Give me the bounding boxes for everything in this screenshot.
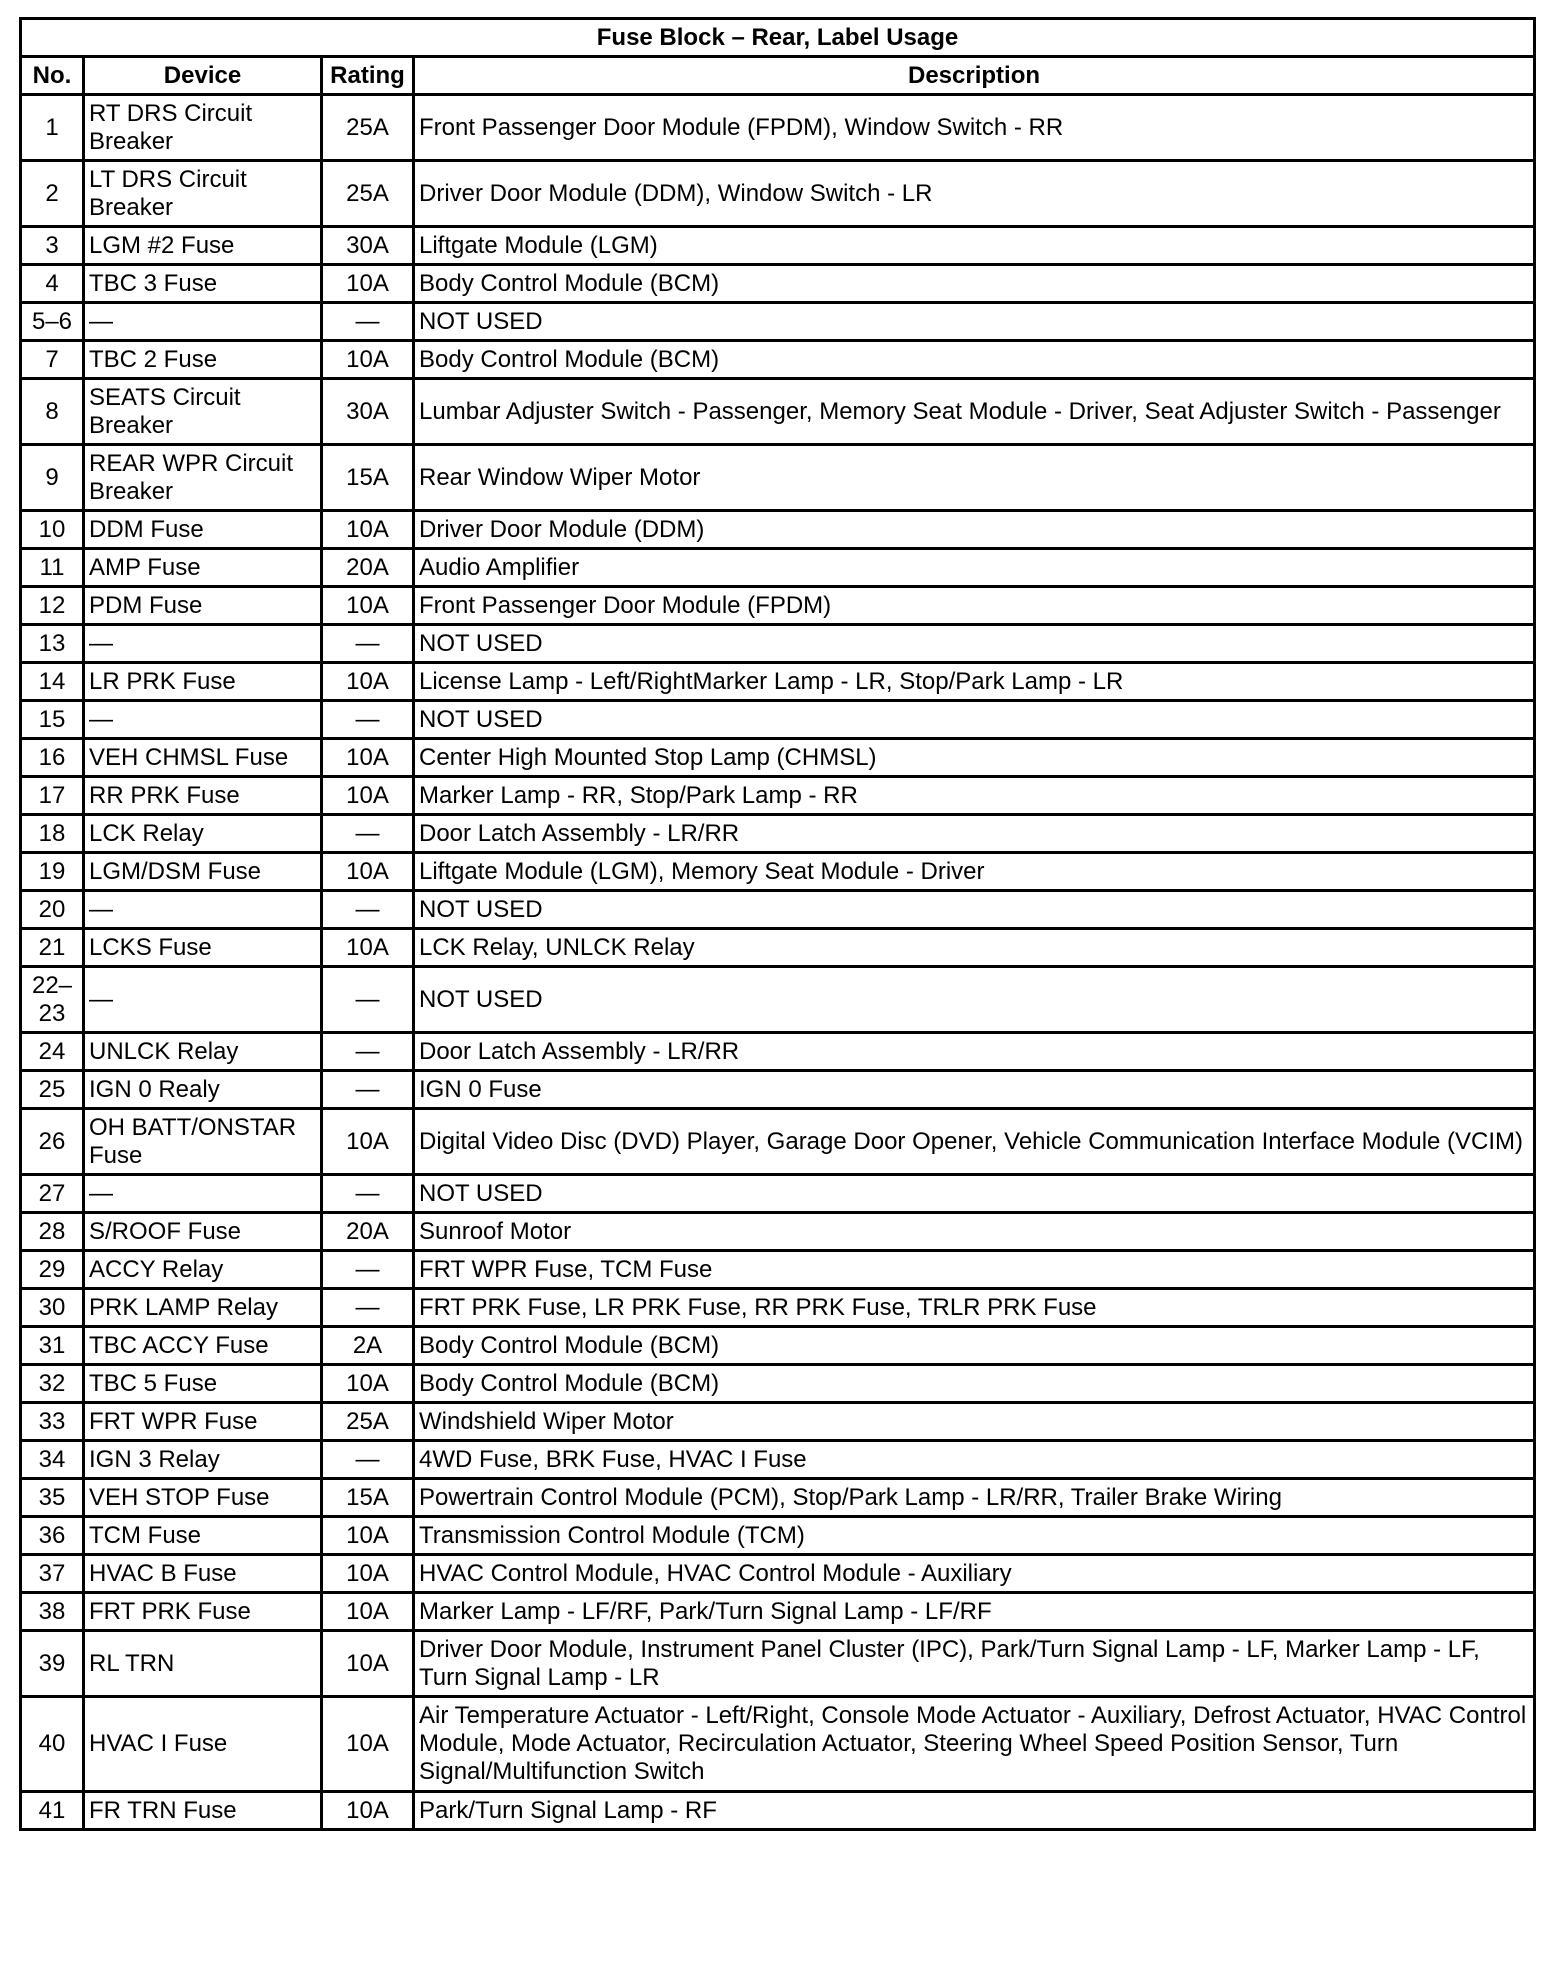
cell-no: 25 [21,1071,84,1109]
cell-rating: — [322,967,414,1033]
cell-device: — [84,303,322,341]
cell-description: NOT USED [414,625,1535,663]
cell-description: NOT USED [414,303,1535,341]
cell-rating: 10A [322,1109,414,1175]
cell-no: 38 [21,1593,84,1631]
cell-rating: — [322,815,414,853]
table-row [21,445,1535,511]
table-row [21,967,1535,1033]
cell-description: Driver Door Module (DDM) [414,511,1535,549]
cell-rating: — [322,303,414,341]
cell-no: 40 [21,1697,84,1792]
cell-device: RR PRK Fuse [84,777,322,815]
table-row [21,1251,1535,1289]
cell-device: — [84,701,322,739]
cell-description: License Lamp - Left/RightMarker Lamp - LR, Stop/Park Lamp - LR [414,663,1535,701]
cell-rating: — [322,625,414,663]
table-row [21,1327,1535,1365]
cell-device: TBC 3 Fuse [84,265,322,303]
table-row [21,1479,1535,1517]
cell-device: DDM Fuse [84,511,322,549]
cell-device: ACCY Relay [84,1251,322,1289]
fuse-table-container [19,17,1533,1831]
cell-description: Liftgate Module (LGM) [414,227,1535,265]
cell-no: 17 [21,777,84,815]
cell-description: 4WD Fuse, BRK Fuse, HVAC I Fuse [414,1441,1535,1479]
table-row [21,161,1535,227]
table-row [21,777,1535,815]
cell-device: — [84,1175,322,1213]
table-row [21,265,1535,303]
cell-rating: 20A [322,1213,414,1251]
table-row [21,625,1535,663]
cell-description: Liftgate Module (LGM), Memory Seat Module - Driver [414,853,1535,891]
cell-rating: — [322,891,414,929]
cell-description: Rear Window Wiper Motor [414,445,1535,511]
cell-no: 34 [21,1441,84,1479]
cell-rating: 25A [322,95,414,161]
cell-description: NOT USED [414,701,1535,739]
table-row [21,1441,1535,1479]
cell-device: PRK LAMP Relay [84,1289,322,1327]
cell-description: Transmission Control Module (TCM) [414,1517,1535,1555]
cell-no: 7 [21,341,84,379]
cell-rating: 10A [322,1593,414,1631]
table-row [21,1289,1535,1327]
cell-description: Center High Mounted Stop Lamp (CHMSL) [414,739,1535,777]
cell-device: — [84,967,322,1033]
cell-rating: — [322,1289,414,1327]
cell-rating: — [322,1033,414,1071]
cell-rating: 10A [322,265,414,303]
cell-rating: 10A [322,511,414,549]
table-row [21,1792,1535,1830]
table-row [21,1403,1535,1441]
cell-description: FRT WPR Fuse, TCM Fuse [414,1251,1535,1289]
cell-device: FRT PRK Fuse [84,1593,322,1631]
cell-device: HVAC B Fuse [84,1555,322,1593]
cell-description: Driver Door Module, Instrument Panel Cluster (IPC), Park/Turn Signal Lamp - LF, Marker Lamp - LF, Turn Signal Lamp - LR [414,1631,1535,1697]
cell-rating: 10A [322,929,414,967]
cell-rating: 10A [322,1517,414,1555]
cell-no: 30 [21,1289,84,1327]
fuse-table [19,17,1536,1831]
cell-no: 28 [21,1213,84,1251]
cell-device: RL TRN [84,1631,322,1697]
cell-description: Windshield Wiper Motor [414,1403,1535,1441]
table-row [21,815,1535,853]
cell-rating: 10A [322,1365,414,1403]
cell-description: Body Control Module (BCM) [414,341,1535,379]
cell-rating: — [322,1251,414,1289]
table-header-row [21,57,1535,95]
table-row [21,587,1535,625]
cell-device: LGM/DSM Fuse [84,853,322,891]
cell-device: FRT WPR Fuse [84,1403,322,1441]
cell-rating: 15A [322,445,414,511]
cell-no: 41 [21,1792,84,1830]
table-row [21,1697,1535,1792]
table-row [21,1593,1535,1631]
cell-device: IGN 0 Realy [84,1071,322,1109]
table-row [21,1071,1535,1109]
cell-device: LT DRS Circuit Breaker [84,161,322,227]
table-row [21,853,1535,891]
table-row [21,1631,1535,1697]
cell-device: VEH STOP Fuse [84,1479,322,1517]
column-header-description: Description [414,57,1535,95]
cell-no: 39 [21,1631,84,1697]
table-row [21,303,1535,341]
cell-no: 22–23 [21,967,84,1033]
cell-device: TBC 2 Fuse [84,341,322,379]
cell-no: 15 [21,701,84,739]
cell-no: 19 [21,853,84,891]
cell-no: 3 [21,227,84,265]
table-row [21,1109,1535,1175]
cell-description: NOT USED [414,967,1535,1033]
cell-no: 31 [21,1327,84,1365]
cell-rating: 10A [322,739,414,777]
cell-rating: 10A [322,1697,414,1792]
cell-rating: 10A [322,587,414,625]
cell-no: 24 [21,1033,84,1071]
cell-rating: 10A [322,1631,414,1697]
cell-device: S/ROOF Fuse [84,1213,322,1251]
table-row [21,663,1535,701]
cell-device: TCM Fuse [84,1517,322,1555]
table-row [21,1175,1535,1213]
cell-device: TBC 5 Fuse [84,1365,322,1403]
cell-no: 32 [21,1365,84,1403]
cell-description: NOT USED [414,891,1535,929]
cell-no: 33 [21,1403,84,1441]
cell-device: SEATS Circuit Breaker [84,379,322,445]
cell-no: 27 [21,1175,84,1213]
cell-rating: 10A [322,777,414,815]
cell-no: 26 [21,1109,84,1175]
cell-device: HVAC I Fuse [84,1697,322,1792]
cell-rating: 10A [322,853,414,891]
column-header-device: Device [84,57,322,95]
table-row [21,227,1535,265]
table-row [21,701,1535,739]
cell-device: UNLCK Relay [84,1033,322,1071]
cell-device: RT DRS Circuit Breaker [84,95,322,161]
table-row [21,1555,1535,1593]
cell-no: 37 [21,1555,84,1593]
table-row [21,1517,1535,1555]
table-row [21,379,1535,445]
cell-description: IGN 0 Fuse [414,1071,1535,1109]
cell-device: TBC ACCY Fuse [84,1327,322,1365]
cell-description: Air Temperature Actuator - Left/Right, Console Mode Actuator - Auxiliary, Defrost Actuator, HVAC Control Module, Mode Actuator, Recirculation Actuator, Steering Wheel Speed Position Sensor, Turn Signal/Multifunction Switch [414,1697,1535,1792]
cell-description: Audio Amplifier [414,549,1535,587]
cell-device: VEH CHMSL Fuse [84,739,322,777]
cell-description: Sunroof Motor [414,1213,1535,1251]
cell-description: Door Latch Assembly - LR/RR [414,815,1535,853]
cell-description: HVAC Control Module, HVAC Control Module - Auxiliary [414,1555,1535,1593]
cell-no: 18 [21,815,84,853]
table-row [21,739,1535,777]
cell-description: Marker Lamp - RR, Stop/Park Lamp - RR [414,777,1535,815]
table-row [21,511,1535,549]
cell-no: 20 [21,891,84,929]
cell-device: LCKS Fuse [84,929,322,967]
cell-rating: 30A [322,379,414,445]
table-body [21,95,1535,1830]
cell-no: 12 [21,587,84,625]
cell-device: LGM #2 Fuse [84,227,322,265]
cell-device: — [84,625,322,663]
table-row [21,341,1535,379]
cell-description: Driver Door Module (DDM), Window Switch - LR [414,161,1535,227]
cell-no: 16 [21,739,84,777]
cell-no: 11 [21,549,84,587]
cell-no: 36 [21,1517,84,1555]
table-row [21,1365,1535,1403]
cell-device: LCK Relay [84,815,322,853]
table-title: Fuse Block – Rear, Label Usage [21,19,1535,57]
column-header-rating: Rating [322,57,414,95]
cell-no: 9 [21,445,84,511]
cell-rating: 10A [322,663,414,701]
cell-description: Body Control Module (BCM) [414,1327,1535,1365]
cell-description: LCK Relay, UNLCK Relay [414,929,1535,967]
cell-rating: — [322,701,414,739]
table-row [21,1033,1535,1071]
cell-description: NOT USED [414,1175,1535,1213]
cell-device: IGN 3 Relay [84,1441,322,1479]
table-row [21,929,1535,967]
cell-rating: 20A [322,549,414,587]
table-row [21,1213,1535,1251]
cell-device: — [84,891,322,929]
cell-no: 13 [21,625,84,663]
cell-rating: 25A [322,161,414,227]
cell-description: Powertrain Control Module (PCM), Stop/Park Lamp - LR/RR, Trailer Brake Wiring [414,1479,1535,1517]
cell-no: 4 [21,265,84,303]
cell-rating: — [322,1175,414,1213]
cell-device: OH BATT/ONSTAR Fuse [84,1109,322,1175]
cell-no: 10 [21,511,84,549]
cell-no: 2 [21,161,84,227]
table-title-row [21,19,1535,57]
cell-rating: — [322,1071,414,1109]
cell-description: Marker Lamp - LF/RF, Park/Turn Signal Lamp - LF/RF [414,1593,1535,1631]
cell-no: 29 [21,1251,84,1289]
cell-rating: — [322,1441,414,1479]
table-row [21,891,1535,929]
cell-description: Door Latch Assembly - LR/RR [414,1033,1535,1071]
cell-description: Lumbar Adjuster Switch - Passenger, Memory Seat Module - Driver, Seat Adjuster Switch - Passenger [414,379,1535,445]
cell-description: Front Passenger Door Module (FPDM), Window Switch - RR [414,95,1535,161]
cell-rating: 15A [322,1479,414,1517]
cell-device: PDM Fuse [84,587,322,625]
cell-rating: 30A [322,227,414,265]
cell-rating: 10A [322,1555,414,1593]
cell-description: Front Passenger Door Module (FPDM) [414,587,1535,625]
cell-no: 14 [21,663,84,701]
cell-rating: 25A [322,1403,414,1441]
cell-description: Park/Turn Signal Lamp - RF [414,1792,1535,1830]
cell-description: Digital Video Disc (DVD) Player, Garage Door Opener, Vehicle Communication Interface Module (VCIM) [414,1109,1535,1175]
cell-description: Body Control Module (BCM) [414,265,1535,303]
cell-rating: 10A [322,341,414,379]
cell-no: 5–6 [21,303,84,341]
cell-device: LR PRK Fuse [84,663,322,701]
cell-device: REAR WPR Circuit Breaker [84,445,322,511]
cell-no: 35 [21,1479,84,1517]
cell-no: 8 [21,379,84,445]
cell-no: 1 [21,95,84,161]
column-header-no: No. [21,57,84,95]
cell-description: FRT PRK Fuse, LR PRK Fuse, RR PRK Fuse, TRLR PRK Fuse [414,1289,1535,1327]
cell-rating: 10A [322,1792,414,1830]
cell-device: AMP Fuse [84,549,322,587]
cell-no: 21 [21,929,84,967]
cell-rating: 2A [322,1327,414,1365]
table-row [21,95,1535,161]
cell-description: Body Control Module (BCM) [414,1365,1535,1403]
table-row [21,549,1535,587]
cell-device: FR TRN Fuse [84,1792,322,1830]
